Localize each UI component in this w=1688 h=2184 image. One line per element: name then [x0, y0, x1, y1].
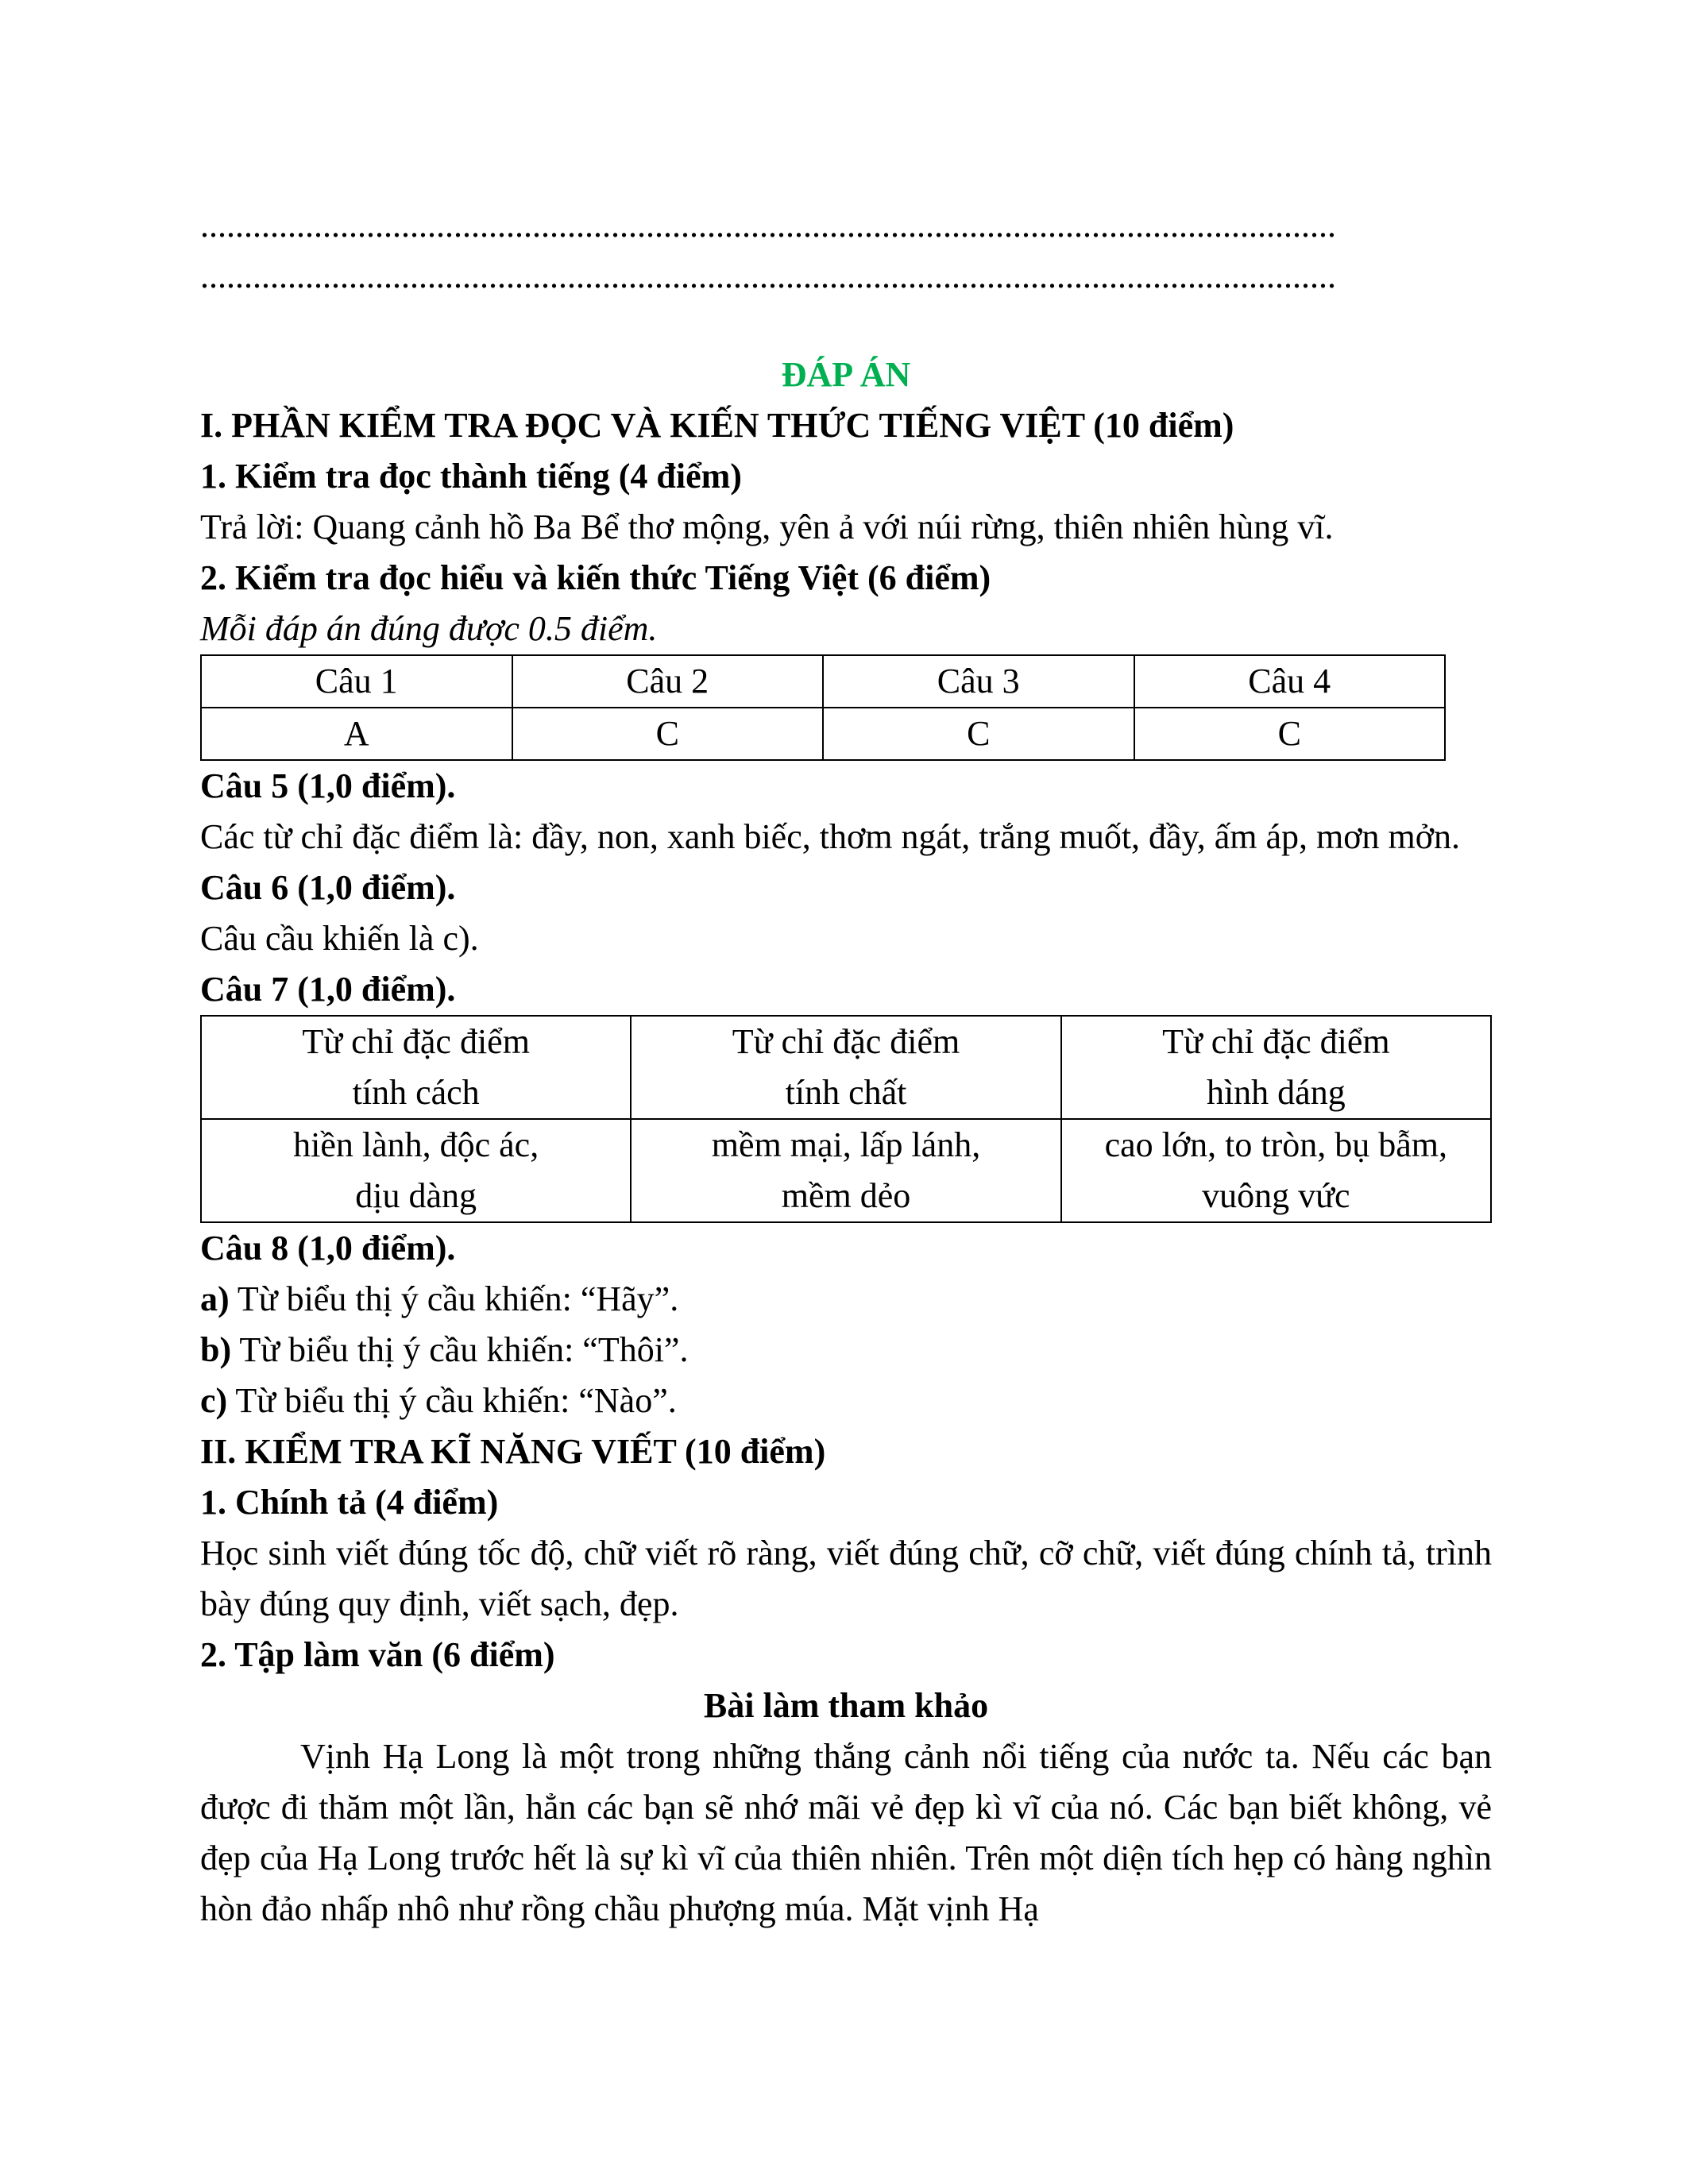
answer-table-header: Câu 1 — [201, 655, 512, 708]
cell-line: mềm mại, lấp lánh, — [711, 1125, 981, 1164]
answer-table-cell: C — [1134, 708, 1446, 760]
essay-text: Vịnh Hạ Long là một trong những thắng cảnh nổi tiếng của nước ta. Nếu các bạn được đi thăm một lần, hẳn các bạn sẽ nhớ mãi vẻ đẹp kì vĩ của nó. Các bạn biết không, vẻ đẹp của Hạ Long trước hết là sự kì vĩ của thiên nhiên. Trên một diện tích hẹp có hàng nghìn hòn đảo nhấp nhô như rồng chầu phượng múa. Mặt vịnh Hạ — [200, 1737, 1492, 1928]
characteristics-table — [200, 1015, 1492, 1223]
cell-line: dịu dàng — [355, 1176, 477, 1215]
essay-title: Bài làm tham khảo — [703, 1686, 989, 1725]
header-line: tính cách — [352, 1073, 480, 1112]
q7-heading: Câu 7 (1,0 điểm). — [200, 970, 456, 1009]
q8-item-b — [200, 1325, 1492, 1376]
section2-heading: II. KIỂM TRA KĨ NĂNG VIẾT (10 điểm) — [200, 1432, 826, 1471]
dotted-line-1: .................................................................................................................................. — [200, 206, 1336, 245]
characteristics-cell — [631, 1119, 1060, 1222]
q8-heading: Câu 8 (1,0 điểm). — [200, 1229, 456, 1268]
answer-table — [200, 654, 1446, 761]
header-line: Từ chỉ đặc điểm — [732, 1022, 960, 1061]
q8-item-c — [200, 1376, 1492, 1426]
q6-text: Câu cầu khiến là c). — [200, 919, 479, 958]
header-line: Từ chỉ đặc điểm — [1162, 1022, 1390, 1061]
section1-sub1-heading: 1. Kiểm tra đọc thành tiếng (4 điểm) — [200, 457, 742, 496]
characteristics-cell — [201, 1119, 631, 1222]
header-line: Từ chỉ đặc điểm — [302, 1022, 530, 1061]
score-note: Mỗi đáp án đúng được 0.5 điểm. — [200, 609, 658, 648]
section2-sub1-text: Học sinh viết đúng tốc độ, chữ viết rõ ràng, viết đúng chữ, cỡ chữ, viết đúng chính tả, trình bày đúng quy định, viết sạch, đẹp. — [200, 1534, 1492, 1623]
answer-title: ĐÁP ÁN — [781, 355, 911, 394]
item-text: Từ biểu thị ý cầu khiến: “Thôi”. — [231, 1330, 689, 1369]
item-text: Từ biểu thị ý cầu khiến: “Nào”. — [227, 1381, 677, 1420]
answer-table-header: Câu 3 — [823, 655, 1134, 708]
item-label: a) — [200, 1279, 230, 1318]
header-line: hình dáng — [1206, 1073, 1346, 1112]
item-label: c) — [200, 1381, 228, 1420]
section1-sub2-heading: 2. Kiểm tra đọc hiểu và kiến thức Tiếng Việt (6 điểm) — [200, 558, 991, 597]
answer-table-header-row — [201, 655, 1445, 708]
answer-table-header: Câu 4 — [1134, 655, 1446, 708]
section2-sub1-heading: 1. Chính tả (4 điểm) — [200, 1483, 499, 1522]
characteristics-cell — [1061, 1119, 1491, 1222]
cell-line: cao lớn, to tròn, bụ bẫm, — [1104, 1125, 1448, 1164]
cell-line: hiền lành, độc ác, — [293, 1125, 539, 1164]
section1-sub1-answer: Trả lời: Quang cảnh hồ Ba Bể thơ mộng, yên ả với núi rừng, thiên nhiên hùng vĩ. — [200, 507, 1334, 546]
q6-heading: Câu 6 (1,0 điểm). — [200, 868, 456, 907]
characteristics-header — [1061, 1016, 1491, 1119]
q5-text: Các từ chỉ đặc điểm là: đầy, non, xanh biếc, thơm ngát, trắng muốt, đầy, ấm áp, mơn mởn. — [200, 817, 1460, 856]
item-label: b) — [200, 1330, 232, 1369]
q5-heading: Câu 5 (1,0 điểm). — [200, 766, 456, 805]
answer-table-cell: A — [201, 708, 512, 760]
cell-line: mềm dẻo — [781, 1176, 911, 1215]
answer-table-cell: C — [823, 708, 1134, 760]
document-page — [200, 200, 1492, 1935]
characteristics-value-row — [201, 1119, 1491, 1222]
characteristics-header — [631, 1016, 1060, 1119]
dotted-line-2: .................................................................................................................................. — [200, 257, 1336, 295]
characteristics-header-row — [201, 1016, 1491, 1119]
cell-line: vuông vức — [1202, 1176, 1350, 1215]
answer-table-cell: C — [512, 708, 824, 760]
header-line: tính chất — [785, 1073, 907, 1112]
q8-item-a — [200, 1274, 1492, 1325]
answer-table-value-row — [201, 708, 1445, 760]
item-text: Từ biểu thị ý cầu khiến: “Hãy”. — [229, 1279, 679, 1318]
characteristics-header — [201, 1016, 631, 1119]
section2-sub2-heading: 2. Tập làm văn (6 điểm) — [200, 1635, 555, 1674]
answer-table-header: Câu 2 — [512, 655, 824, 708]
section1-heading: I. PHẦN KIỂM TRA ĐỌC VÀ KIẾN THỨC TIẾNG VIỆT (10 điểm) — [200, 406, 1234, 445]
